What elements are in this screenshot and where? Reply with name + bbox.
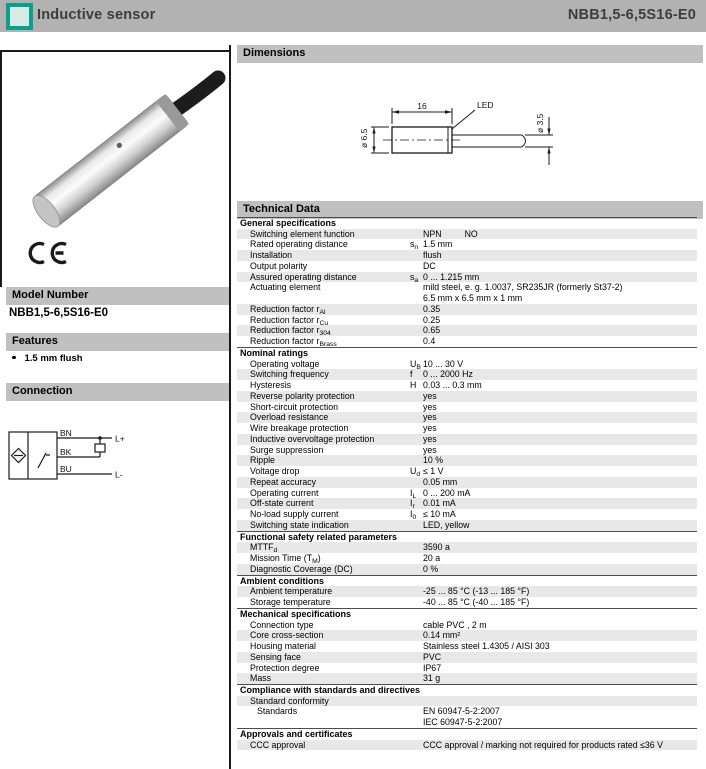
model-number-section-header: Model Number: [6, 287, 229, 305]
length-dim-label: 16: [417, 101, 427, 111]
ce-mark: [26, 240, 72, 266]
spec-symbol: [410, 423, 423, 434]
spec-symbol: [410, 564, 423, 575]
spec-label: Mission Time $(T_M)$: [250, 553, 321, 566]
spec-symbol: [410, 336, 423, 347]
spec-value: NPN NO: [423, 228, 478, 239]
spec-symbol: [410, 391, 423, 402]
spec-value: 3590 a: [423, 542, 450, 553]
wire-label-bu: BU: [60, 464, 72, 474]
spec-label: Switching frequency: [250, 369, 329, 380]
spec-row: [237, 520, 697, 531]
spec-value: 1.5 mm: [423, 239, 453, 250]
spec-label: $MTTF_d$: [250, 542, 278, 555]
features-section-header: Features: [6, 333, 229, 351]
spec-symbol: [410, 412, 423, 423]
spec-value: yes: [423, 433, 437, 444]
spec-label: Actuating element: [250, 282, 321, 293]
sensor-photo-drawing: [2, 52, 229, 247]
spec-row: [237, 542, 697, 553]
spec-symbol: [410, 696, 423, 707]
spec-section-heading: Mechanical specifications: [237, 608, 697, 620]
spec-symbol: $I_0$: [410, 509, 417, 522]
spec-value: 0.05 mm: [423, 476, 458, 487]
spec-symbol: f: [410, 369, 413, 380]
spec-value: 0.25: [423, 314, 441, 325]
spec-label: Wire breakage protection: [250, 423, 349, 434]
spec-label: Reduction factor $r_{Brass}$: [250, 336, 337, 349]
spec-label: Ambient temperature: [250, 586, 333, 597]
spec-symbol: [410, 434, 423, 445]
spec-label: Assured operating distance: [250, 271, 357, 282]
spec-section-heading: Approvals and certificates: [237, 728, 697, 740]
spec-label: Repeat accuracy: [250, 476, 317, 487]
spec-row: [237, 250, 697, 261]
spec-symbol: [410, 402, 423, 413]
spec-row: [237, 315, 697, 326]
spec-symbol: $s_a$: [410, 271, 419, 284]
spec-value: PVC: [423, 651, 442, 662]
header-model-number: NBB1,5-6,5S16-E0: [567, 7, 696, 23]
spec-label: Overload resistance: [250, 412, 329, 423]
spec-symbol: [410, 652, 423, 663]
terminal-label-lminus: L-: [115, 469, 123, 480]
spec-value: 0 ... 1.215 mm: [423, 271, 480, 282]
spec-label: Reduction factor $r_{Al}$: [250, 303, 326, 316]
spec-symbol: [410, 250, 423, 261]
spec-value: 0.14 mm²: [423, 630, 461, 641]
spec-row: [237, 477, 697, 488]
product-photo: [2, 52, 229, 247]
led-label: LED: [477, 100, 494, 110]
spec-value: [423, 696, 697, 707]
sensor-cylinder: [28, 94, 189, 231]
spec-section-heading: Ambient conditions: [237, 575, 697, 587]
feature-item: [12, 353, 83, 364]
spec-symbol: [410, 542, 423, 553]
spec-label: CCC approval: [250, 739, 306, 750]
cable-diameter-label: ø 3.5: [535, 113, 545, 133]
spec-row: [237, 466, 697, 477]
spec-label: Protection degree: [250, 662, 320, 673]
product-family-title: Inductive sensor: [37, 7, 156, 23]
spec-row: [237, 239, 697, 250]
spec-label: Connection type: [250, 619, 314, 630]
spec-label: Reverse polarity protection: [250, 390, 355, 401]
spec-symbol: [410, 620, 423, 631]
spec-row: [237, 369, 697, 380]
spec-label: Standard conformity: [250, 695, 329, 706]
spec-label: No-load supply current: [250, 509, 339, 520]
spec-symbol: [410, 445, 423, 456]
spec-row: [237, 553, 697, 564]
spec-row: [237, 272, 697, 283]
spec-symbol: [410, 673, 423, 684]
spec-value: 0 %: [423, 563, 439, 574]
spec-symbol: $s_n$: [410, 239, 419, 252]
spec-row: [237, 488, 697, 499]
spec-row: [237, 423, 697, 434]
spec-label: Ripple: [250, 455, 275, 466]
spec-value: yes: [423, 390, 437, 401]
spec-value: IP67: [423, 662, 442, 673]
spec-label: Operating current: [250, 487, 319, 498]
spec-symbol: [410, 553, 423, 564]
spec-label: Rated operating distance: [250, 239, 348, 250]
spec-value: flush: [423, 250, 442, 261]
spec-row: [237, 229, 697, 240]
technical-data-section-header: Technical Data: [237, 201, 703, 219]
spec-symbol: [410, 229, 423, 240]
spec-row: [237, 586, 697, 597]
spec-value: 0.65: [423, 325, 441, 336]
spec-row: [237, 261, 697, 272]
spec-symbol: $I_L$: [410, 487, 417, 500]
terminal-label-lplus: L+: [115, 433, 125, 444]
spec-label: Sensing face: [250, 651, 301, 662]
spec-value: 0.03 ... 0.3 mm: [423, 380, 482, 391]
spec-label: Short-circuit protection: [250, 401, 339, 412]
spec-symbol: [410, 520, 423, 531]
spec-symbol: [410, 304, 423, 315]
spec-label: Mass: [250, 673, 272, 684]
spec-symbol: [410, 282, 423, 304]
led-leader-line: [452, 110, 475, 129]
spec-row: [237, 325, 697, 336]
spec-label: Diagnostic Coverage (DC): [250, 563, 353, 574]
spec-value: 10 %: [423, 455, 444, 466]
spec-value: yes: [423, 423, 437, 434]
spec-symbol: [410, 586, 423, 597]
spec-row: [237, 597, 697, 608]
spec-row: [237, 359, 697, 370]
spec-label: Core cross-section: [250, 630, 324, 641]
spec-row: [237, 630, 697, 641]
spec-value: yes: [423, 444, 437, 455]
spec-row: [237, 380, 697, 391]
spec-row: [237, 620, 697, 631]
spec-value: mild steel, e. g. 1.0037, SR235JR (formerly St37-2) 6.5 mm x 6.5 mm x 1 mm: [423, 282, 623, 304]
spec-value: 10 ... 30 V: [423, 358, 464, 369]
spec-row: [237, 673, 697, 684]
spec-row: [237, 740, 697, 751]
spec-label: Storage temperature: [250, 597, 331, 608]
spec-row: [237, 455, 697, 466]
spec-symbol: [410, 663, 423, 674]
spec-symbol: [410, 630, 423, 641]
spec-value: 0.4: [423, 336, 436, 347]
spec-symbol: [410, 455, 423, 466]
spec-label: Hysteresis: [250, 380, 292, 391]
spec-label: Switching state indication: [250, 519, 349, 530]
dimension-drawing-svg: [355, 88, 705, 178]
spec-label: Off-state current: [250, 498, 314, 509]
spec-section-heading: Compliance with standards and directives: [237, 684, 697, 696]
spec-value: CCC approval / marking not required for products rated ≤36 V: [423, 739, 664, 750]
spec-value: ≤ 1 V: [423, 466, 444, 477]
spec-label: Output polarity: [250, 260, 308, 271]
spec-row: [237, 564, 697, 575]
spec-row: [237, 412, 697, 423]
spec-value: 0.01 mA: [423, 498, 456, 509]
spec-value: cable PVC , 2 m: [423, 619, 487, 630]
spec-symbol: [410, 706, 423, 728]
feature-text: 1.5 mm flush: [24, 353, 83, 364]
spec-label: Inductive overvoltage protection: [250, 433, 375, 444]
spec-row: [237, 498, 697, 509]
spec-value: 31 g: [423, 673, 441, 684]
wire-label-bk: BK: [60, 447, 72, 457]
spec-value: 0 ... 2000 Hz: [423, 369, 473, 380]
ce-mark-glyph: [26, 240, 72, 266]
spec-label: Housing material: [250, 641, 317, 652]
spec-symbol: $U_B$: [410, 358, 421, 371]
spec-label: Operating voltage: [250, 358, 320, 369]
bullet-icon: [12, 356, 16, 360]
spec-label: Installation: [250, 250, 293, 261]
spec-value: EN 60947-5-2:2007 IEC 60947-5-2:2007: [423, 706, 503, 728]
spec-row: [237, 509, 697, 520]
title-bar: [0, 0, 706, 32]
spec-symbol: H: [410, 380, 417, 391]
spec-value: 0.35: [423, 303, 441, 314]
model-number-value: NBB1,5-6,5S16-E0: [9, 307, 109, 319]
spec-value: 0 ... 200 mA: [423, 487, 471, 498]
spec-label: Reduction factor $r_{Cu}$: [250, 314, 329, 327]
spec-label: Surge suppression: [250, 444, 324, 455]
spec-symbol: $U_d$: [410, 466, 421, 479]
spec-symbol: [410, 740, 423, 751]
dimensions-section-header: Dimensions: [237, 45, 703, 63]
spec-row: [237, 391, 697, 402]
column-divider-line: [229, 45, 231, 769]
spec-label: Reduction factor $r_{304}$: [250, 325, 331, 338]
spec-label: Standards: [257, 706, 298, 717]
spec-row: [237, 402, 697, 413]
spec-row: [237, 696, 697, 707]
dimension-drawing: [355, 88, 705, 178]
spec-value: DC: [423, 260, 436, 271]
spec-row: [237, 706, 697, 728]
load-symbol-icon: [95, 444, 105, 452]
switch-symbol-icon: [38, 453, 50, 468]
spec-row: [237, 652, 697, 663]
spec-value: Stainless steel 1.4305 / AISI 303: [423, 641, 550, 652]
spec-symbol: $I_r$: [410, 498, 415, 511]
spec-row: [237, 445, 697, 456]
spec-label: Switching element function: [250, 228, 355, 239]
brand-square-icon: [6, 3, 33, 30]
connection-diagram: [8, 424, 168, 490]
spec-symbol: [410, 597, 423, 608]
spec-section-heading: General specifications: [237, 217, 697, 229]
spec-value: -40 ... 85 °C (-40 ... 185 °F): [423, 597, 530, 608]
spec-value: 20 a: [423, 553, 441, 564]
spec-section-heading: Nominal ratings: [237, 347, 697, 359]
technical-data-table: [237, 217, 697, 750]
spec-symbol: [410, 261, 423, 272]
spec-symbol: [410, 477, 423, 488]
spec-row: [237, 434, 697, 445]
spec-label: Voltage drop: [250, 466, 300, 477]
wire-label-bn: BN: [60, 428, 72, 438]
spec-value: ≤ 10 mA: [423, 509, 456, 520]
spec-value: yes: [423, 412, 437, 423]
wiring-diagram: [8, 424, 168, 490]
connection-section-header: Connection: [6, 383, 229, 401]
spec-row: [237, 663, 697, 674]
spec-row: [237, 282, 697, 304]
spec-value: LED, yellow: [423, 519, 470, 530]
spec-row: [237, 304, 697, 315]
spec-row: [237, 641, 697, 652]
spec-value: -25 ... 85 °C (-13 ... 185 °F): [423, 586, 530, 597]
spec-symbol: [410, 315, 423, 326]
junction-dot: [98, 436, 102, 440]
body-diameter-label: ø 6.5: [359, 128, 369, 148]
spec-row: [237, 336, 697, 347]
spec-symbol: [410, 641, 423, 652]
spec-section-heading: Functional safety related parameters: [237, 531, 697, 543]
spec-value: yes: [423, 401, 437, 412]
spec-symbol: [410, 325, 423, 336]
